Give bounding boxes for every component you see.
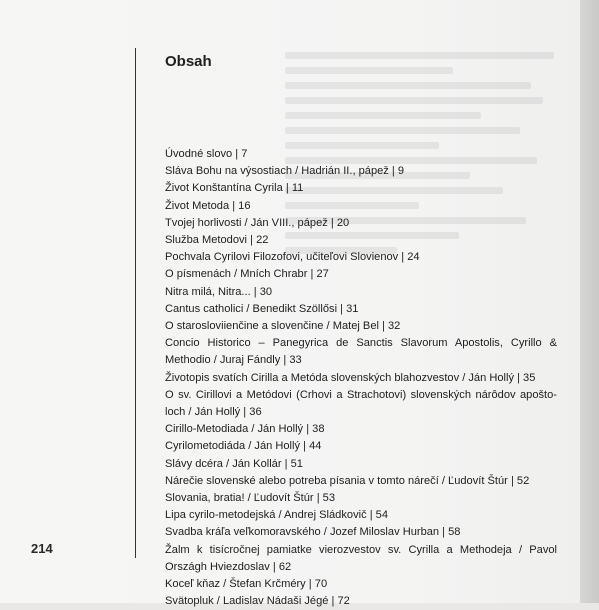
toc-entry: Životopis svatích Cirilla a Metóda slovenských blahozvestov / Ján Hollý | 35 xyxy=(165,371,536,384)
toc-entry: Služba Metodovi | 22 xyxy=(165,234,269,247)
toc-entry: Slávy dcéra / Ján Kollár | 51 xyxy=(165,457,303,470)
toc-entry: Lipa cyrilo-metodejská / Andrej Sládkovič | 54 xyxy=(165,509,389,522)
toc-entry: Cirillo-Metodiada / Ján Hollý | 38 xyxy=(165,423,325,436)
page-title: Obsah xyxy=(165,53,212,70)
table-of-contents xyxy=(165,146,557,610)
toc-entry: Slovania, bratia! / Ľudovít Štúr | 53 xyxy=(165,492,336,505)
toc-entry: Sláva Bohu na výsostiach / Hadrián II., pápež | 9 xyxy=(165,165,405,178)
toc-entry: Žalm k tisícročnej pamiatke vierozvestov sv. Cyrilla a Methodeja / Pavol Országh Hviezdoslav | 62 xyxy=(165,543,557,573)
toc-entry: Cyrilometodiáda / Ján Hollý | 44 xyxy=(165,440,322,453)
toc-entry: O písmenách / Mních Chrabr | 27 xyxy=(165,268,329,281)
toc-entry: Svadba kráľa veľkomoravského / Jozef Miloslav Hurban | 58 xyxy=(165,526,461,539)
toc-entry: Nitra milá, Nitra... | 30 xyxy=(165,285,273,298)
toc-entry: Cantus catholici / Benedikt Szöllősi | 31 xyxy=(165,302,359,315)
toc-entry: Nárečie slovenské alebo potreba písania v tomto nárečí / Ľudovít Štúr | 52 xyxy=(165,474,530,487)
toc-entry: Svätopluk / Ladislav Nádaši Jégé | 72 xyxy=(165,595,350,608)
page-edge xyxy=(580,0,599,603)
toc-entry: Úvodné slovo | 7 xyxy=(165,148,248,160)
toc-entry: O starosloviienčine a slovenčine / Matej Bel | 32 xyxy=(165,320,401,333)
page-number: 214 xyxy=(31,541,53,556)
toc-entry: Pochvala Cyrilovi Filozofovi, učiteľovi Slovienov | 24 xyxy=(165,251,420,264)
toc-entry: Život Konštantína Cyrila | 11 xyxy=(165,182,304,195)
toc-entry: O sv. Cirillovi a Metódovi (Crhovi a Strachotovi) slovenských nárôdov apoštoloch / Ján Hollý | 36 xyxy=(165,388,557,419)
toc-entry: Concio Historico – Panegyrica de Sanctis Slavorum Apostolis, Cyrillo & Methodio / Juraj Fándly | 33 xyxy=(165,337,557,367)
toc-entry: Koceľ kňaz / Štefan Krčméry | 70 xyxy=(165,578,328,591)
margin-rule xyxy=(135,48,136,558)
toc-entry: Tvojej horlivosti / Ján VIII., pápež | 20 xyxy=(165,216,350,229)
toc-entry: Život Metoda | 16 xyxy=(165,199,251,212)
